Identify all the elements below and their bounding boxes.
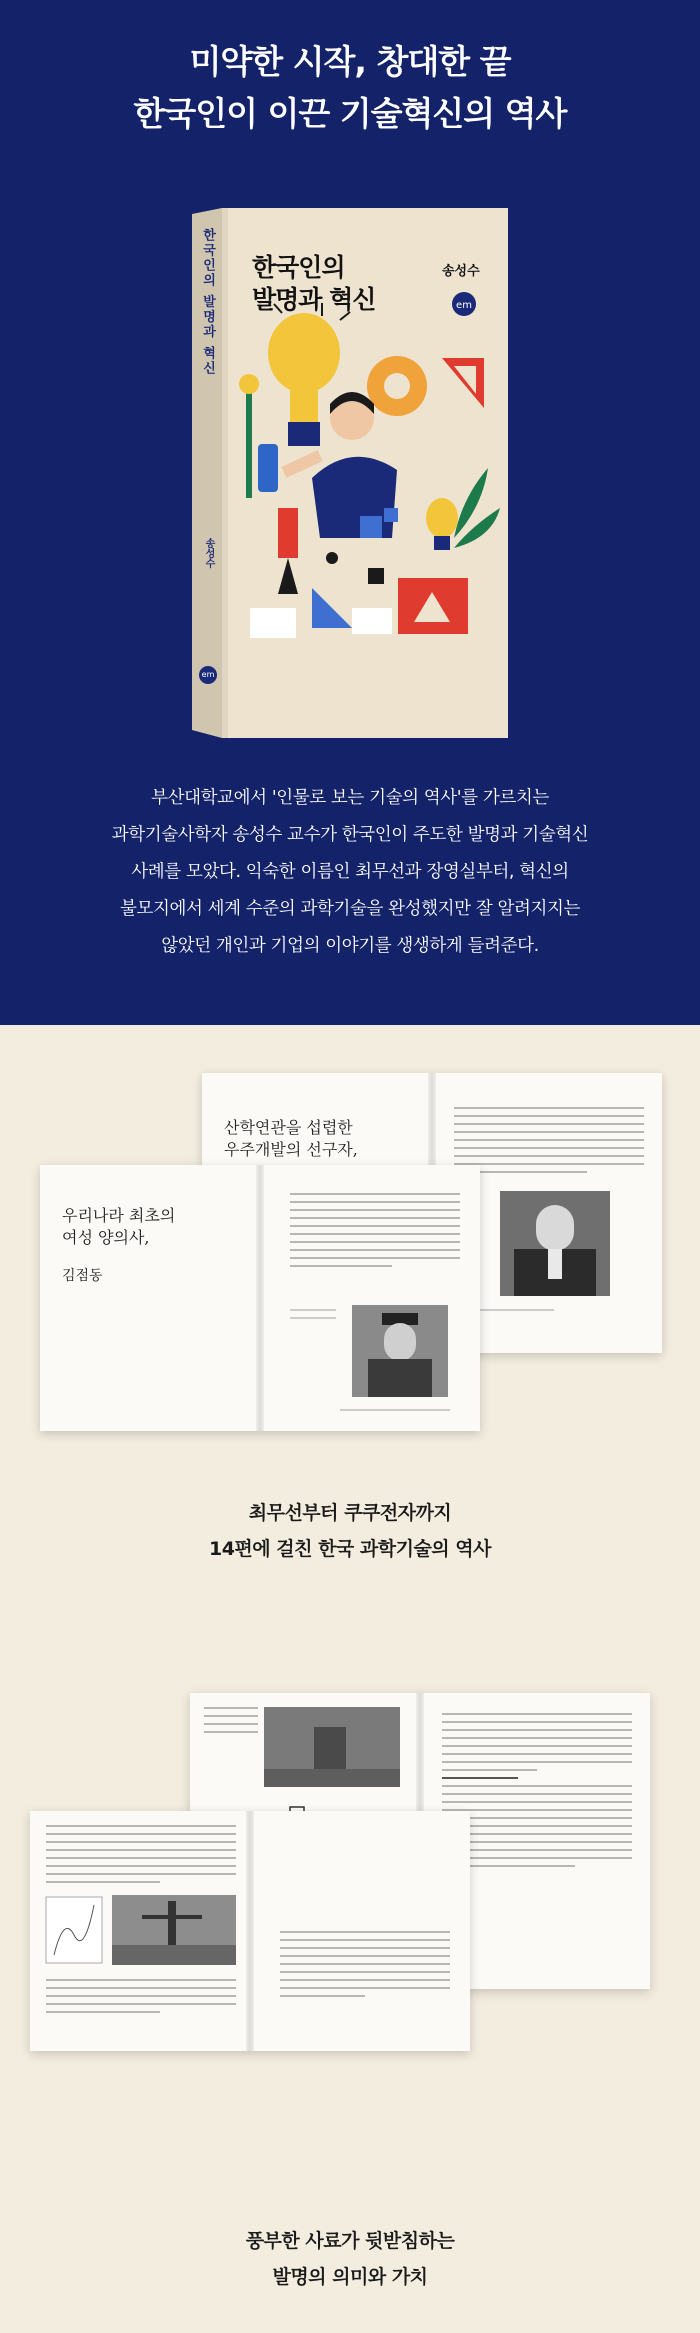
portrait-photo: [500, 1191, 610, 1296]
svg-text:em: em: [456, 300, 472, 311]
spine-title: 한국인의 발명과 혁신: [200, 228, 215, 377]
preview-section: [0, 1025, 700, 2333]
spread-right-page: [250, 1811, 470, 2051]
map-sketch: [44, 1895, 104, 1965]
book-description: [60, 780, 640, 965]
headline-line2: 한국인이 이끈 기술혁신의 역사: [133, 94, 567, 133]
cover-title-line2: 발명과 혁신: [252, 285, 376, 314]
description-line: 사례를 모았다. 익숙한 이름인 최무선과 장영실부터, 혁신의: [131, 862, 569, 882]
body-text: [280, 1931, 450, 2003]
book-spread-mine: [30, 1811, 470, 2051]
headline-line1: 미약한 시작, 창대한 끝: [189, 42, 511, 81]
book-spread-kimjeomdong: [40, 1165, 480, 1431]
body-text: [454, 1107, 644, 1179]
intro-section: [0, 0, 700, 1025]
description-line: 불모지에서 세계 수준의 과학기술을 완성했지만 잘 알려지지는: [119, 899, 581, 919]
cover-author: 송성수: [442, 264, 480, 279]
caption-2: 풍부한 사료가 뒷받침하는 발명의 의미와 가치: [245, 2230, 455, 2288]
description-line: 과학기술사학자 송성수 교수가 한국인이 주도한 발명과 기술혁신: [111, 825, 589, 845]
spread-heading: 우리나라 최초의 여성 양의사,: [62, 1206, 176, 1247]
portrait-photo: [352, 1305, 448, 1397]
spread-person-name: 김점동: [62, 1268, 103, 1284]
spread-left-page: [30, 1811, 250, 2051]
cover-title-line1: 한국인의: [252, 253, 345, 282]
spread-heading: 산학연관을 섭렵한 우주개발의 선구자,: [224, 1118, 358, 1159]
spread-left-page: [40, 1165, 260, 1431]
spine-author: 송성수: [203, 538, 214, 568]
description-line: 않았던 개인과 기업의 이야기를 생생하게 들려준다.: [161, 936, 539, 956]
mine-photo: [112, 1895, 236, 1965]
body-text: [442, 1713, 632, 1873]
spine-publisher-mark: em: [199, 666, 217, 684]
body-text: [290, 1193, 460, 1273]
caption-1: 최무선부터 쿠쿠전자까지 14편에 걸친 한국 과학기술의 역사: [208, 1502, 491, 1560]
description-line: 부산대학교에서 '인물로 보는 기술의 역사'를 가르치는: [151, 788, 549, 808]
book-cover-image: [192, 208, 508, 738]
monument-photo: [264, 1707, 400, 1787]
spread-right-page: [260, 1165, 480, 1431]
